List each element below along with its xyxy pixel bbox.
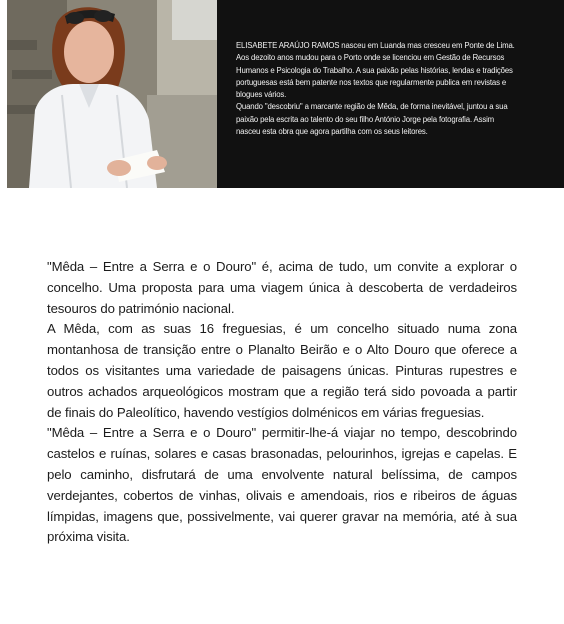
bio-paragraph: Quando "descobriu" a marcante região de Mêda, de forma inevitável, juntou a sua paixão pela escrita ao talento do seu filho António Jorge pela fotografia. Assim nasceu esta obra que agora partilha com os seus leitores. <box>236 102 508 137</box>
body-paragraph: "Mêda – Entre a Serra e o Douro" é, acima de tudo, um convite a explorar o concelho. Uma proposta para uma viagem única à descoberta de verdadeiros tesouros do património nacional. <box>47 259 517 316</box>
body-paragraph: A Mêda, com as suas 16 freguesias, é um concelho situado numa zona montanhosa de transição entre o Planalto Beirão e o Alto Douro que oferece a todos os visitantes uma variedade de paisagens únicas. Pinturas rupestres e outros achados arqueológicos mostram que a região terá sido povoada a partir de finais do Paleolítico, havendo vestígios dolménicos em várias freguesias. <box>47 321 517 420</box>
author-photo <box>7 0 217 188</box>
body-paragraph: "Mêda – Entre a Serra e o Douro" permitir-lhe-á viajar no tempo, descobrindo castelos e ruínas, solares e casas brasonadas, pelourinhos, igrejas e capelas. E pelo caminho, disfrutará de uma envolvente natural belíssima, de campos verdejantes, cobertos de vinhas, olivais e amendoais, rios e ribeiros de águas límpidas, imagens que, possivelmente, vai querer gravar na memória, até à sua próxima visita. <box>47 425 517 545</box>
author-bio <box>236 40 518 138</box>
bio-paragraph: ELISABETE ARAÚJO RAMOS nasceu em Luanda mas cresceu em Ponte de Lima. Aos dezoito anos mudou para o Porto onde se licenciou em Gestão de Recursos Humanos e Psicologia do Trabalho. A sua paixão pelas histórias, lendas e tradições portuguesas está bem patente nos textos que regularmente publica em revistas e blogues vários. <box>236 41 515 100</box>
book-description <box>47 257 517 548</box>
author-photo-graphic <box>7 0 217 188</box>
